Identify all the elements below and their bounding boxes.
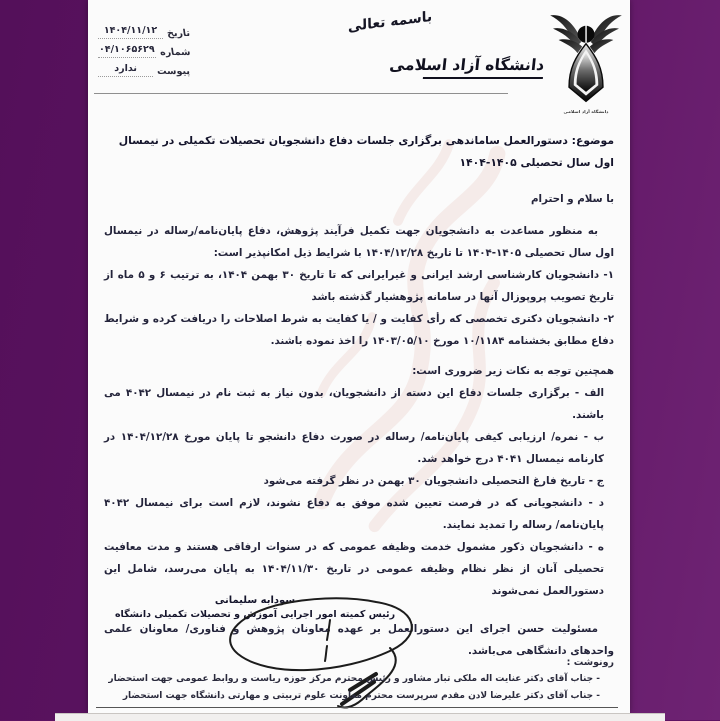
- meta-row-number: [98, 39, 190, 58]
- responsibility-line: مسئولیت حسن اجرای این دستورالعمل بر عهده معاونان پژوهش و فناوری/ معاونان علمی واحدهای دانشگاهی می‌باشد.: [104, 623, 614, 657]
- cc-section: [104, 655, 614, 704]
- signer-title: رئیس کمیته امور اجرایی آموزش و تحصیلات تکمیلی دانشگاه: [114, 609, 396, 620]
- intro-paragraph: به منظور مساعدت به دانشجویان جهت تکمیل فرآیند پژوهش، دفاع پایان‌نامه/رساله در نیمسال اول سال تحصیلی ۱۴۰۵-۱۴۰۴ تا تاریخ ۱۴۰۴/۱۲/۲۸ با شرایط ذیل امکانپذیر است:: [104, 225, 614, 259]
- page-bottom-divider: [96, 707, 618, 708]
- note-a: الف - برگزاری جلسات دفاع این دسته از دانشجویان، بدون نیاز به ثبت نام در نیمسال ۴۰۴۲ می باشند.: [104, 387, 604, 421]
- notes-heading: همچنین توجه به نکات زیر ضروری است:: [412, 365, 614, 377]
- university-name: دانشگاه آزاد اسلامی: [423, 56, 545, 79]
- subject-line: موضوع: دستورالعمل ساماندهی برگزاری جلسات دفاع دانشجویان تحصیلات تکمیلی در نیمسال اول سال تحصیلی ۱۴۰۵-۱۴۰۴: [118, 134, 614, 169]
- letter-meta: [98, 20, 190, 77]
- date-label: تاریخ: [166, 28, 191, 39]
- note-e: ه - دانشجویان ذکور مشمول خدمت وظیفه عمومی که در سنوات ارفاقی هستند و مدت معافیت تحصیلی آنان از نظر نظام وظیفه عمومی در تاریخ ۱۴۰۴/۱۱/۳۰ به پایان می‌رسد، شامل این دستورالعمل نمی‌شوند: [104, 541, 604, 597]
- header-divider: [94, 93, 508, 94]
- condition-item-2: ۲- دانشجویان دکتری تخصصی که رأی کفایت و / یا کفایت به شرط اصلاحات را دریافت کرده و شرایط دفاع مطابق بخشنامه ۱۰/۱۱۸۴ مورخ ۱۴۰۳/۰۵/۱۰ را اخذ نموده باشند.: [104, 313, 614, 347]
- note-d: د - دانشجویانی که در فرصت تعیین شده موفق به دفاع نشوند، لازم است برای نیمسال ۴۰۴۲ پایان‌نامه/ رساله را تمدید نمایند.: [104, 497, 604, 531]
- letter-page: [88, 0, 630, 713]
- azad-university-emblem-icon: [548, 6, 624, 106]
- bismillah-calligraphy: باسمه تعالی: [347, 8, 433, 36]
- logo-caption: دانشگاه آزاد اسلامی: [563, 110, 609, 115]
- note-c: ج - تاریخ فارغ التحصیلی دانشجویان ۳۰ بهمن در نظر گرفته می‌شود: [263, 475, 604, 487]
- note-b: ب - نمره/ ارزیابی کیفی پایان‌نامه/ رساله در صورت دفاع دانشجو تا پایان مورخ ۱۴۰۴/۱۲/۲۸ در کارنامه نیمسال ۴۰۴۱ درج خواهد شد.: [104, 431, 604, 465]
- date-value: ۱۴۰۴/۱۱/۱۲: [98, 24, 163, 39]
- salutation: با سلام و احترام: [530, 193, 614, 205]
- attachment-value: ندارد: [98, 62, 153, 77]
- university-logo: [548, 6, 624, 115]
- condition-item-1: ۱- دانشجویان کارشناسی ارشد ایرانی و غیرایرانی که تا تاریخ ۳۰ بهمن ۱۴۰۴، به ترتیب ۶ و ۵ ماه از تاریخ تصویب پروپوزال آنها در سامانه پژوهشیار گذشته باشد: [104, 269, 614, 303]
- cc-item-1: - جناب آقای دکتر عنایت اله ملکی تبار مشاور و رئیس محترم مرکز حوزه ریاست و روابط عمومی جهت استحضار: [108, 674, 600, 684]
- cc-label: رونوشت :: [566, 657, 614, 668]
- number-value: ۰۴/۱۰۶۵۶۲۹: [98, 43, 156, 58]
- meta-row-date: [98, 20, 190, 39]
- signer-name: سودابه سلیمانی: [214, 595, 296, 606]
- meta-row-attachment: [98, 58, 190, 77]
- attachment-label: پیوست: [156, 66, 191, 77]
- number-label: شماره: [158, 47, 191, 58]
- cc-item-2: - جناب آقای دکتر علیرضا لادن مقدم سرپرست محترم معاونت علوم تربیتی و مهارتی دانشگاه جهت استحضار: [122, 690, 600, 701]
